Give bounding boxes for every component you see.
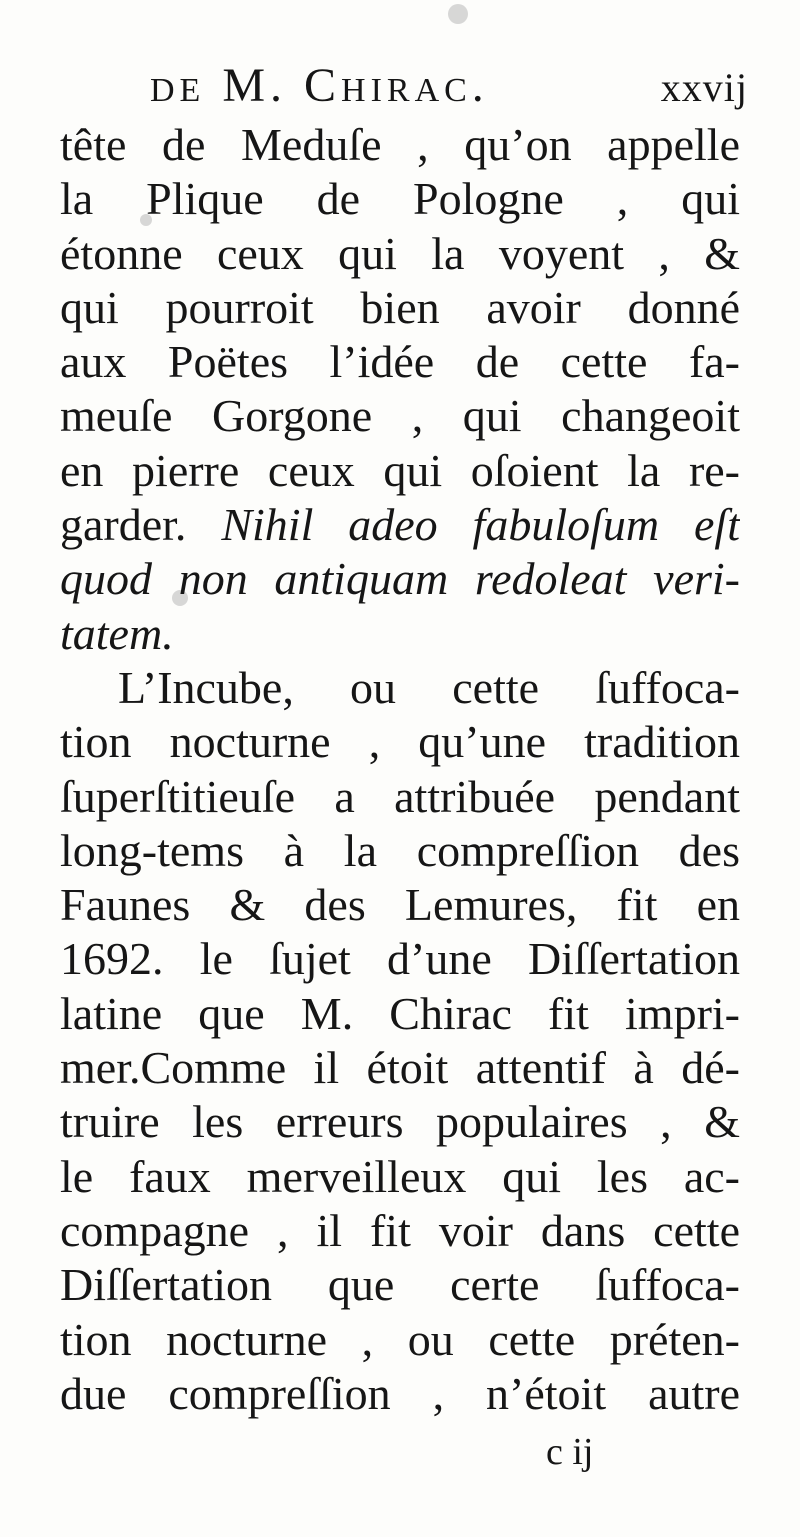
- latin-quote-line: tatem.: [60, 607, 174, 659]
- text-line: meuſe Gorgone , qui changeoit: [60, 390, 740, 442]
- latin-quote-line: quod non antiquam redoleat veri-: [60, 553, 740, 605]
- text-line: long-tems à la compreſſion des: [60, 824, 740, 876]
- text-line: ſuperſtitieuſe a attribuée pendant: [60, 770, 740, 822]
- text-line: due compreſſion , n’étoit autre: [60, 1367, 740, 1419]
- text-line-mixed: [60, 498, 740, 552]
- page-header: [150, 58, 748, 118]
- signature-mark: c ij: [546, 1431, 594, 1473]
- text-line: Faunes & des Lemures, fit en: [60, 879, 740, 931]
- text-roman-part: garder.: [60, 499, 222, 551]
- text-line: mer.Comme il étoit attentif à dé-: [60, 1042, 740, 1094]
- text-line: Diſſertation que certe ſuffoca-: [60, 1259, 740, 1311]
- text-line: truire les erreurs populaires , &: [60, 1096, 740, 1148]
- text-line: en pierre ceux qui oſoient la re-: [60, 444, 740, 496]
- ink-smudge: [448, 4, 468, 24]
- text-line: aux Poëtes l’idée de cette fa-: [60, 336, 740, 388]
- text-line: qui pourroit bien avoir donné: [60, 281, 740, 333]
- text-line: compagne , il fit voir dans cette: [60, 1204, 740, 1256]
- text-line: le faux merveilleux qui les ac-: [60, 1150, 740, 1202]
- page-number: xxvij: [660, 65, 748, 110]
- text-line: étonne ceux qui la voyent , &: [60, 227, 740, 279]
- text-line: la Plique de Pologne , qui: [60, 173, 740, 225]
- running-title: de M. Chirac.: [150, 59, 489, 112]
- body-text: [60, 118, 740, 1421]
- text-line: tion nocturne , ou cette préten-: [60, 1313, 740, 1365]
- paragraph-start-line: L’Incube, ou cette ſuffoca-: [118, 661, 740, 713]
- latin-quote: Nihil adeo fabuloſum eſt: [221, 499, 740, 551]
- text-line: latine que M. Chirac fit impri-: [60, 987, 740, 1039]
- text-line: tête de Meduſe , qu’on appelle: [60, 119, 740, 170]
- text-line: 1692. le ſujet d’une Diſſertation: [60, 933, 740, 985]
- text-line: tion nocturne , qu’une tradition: [60, 716, 740, 768]
